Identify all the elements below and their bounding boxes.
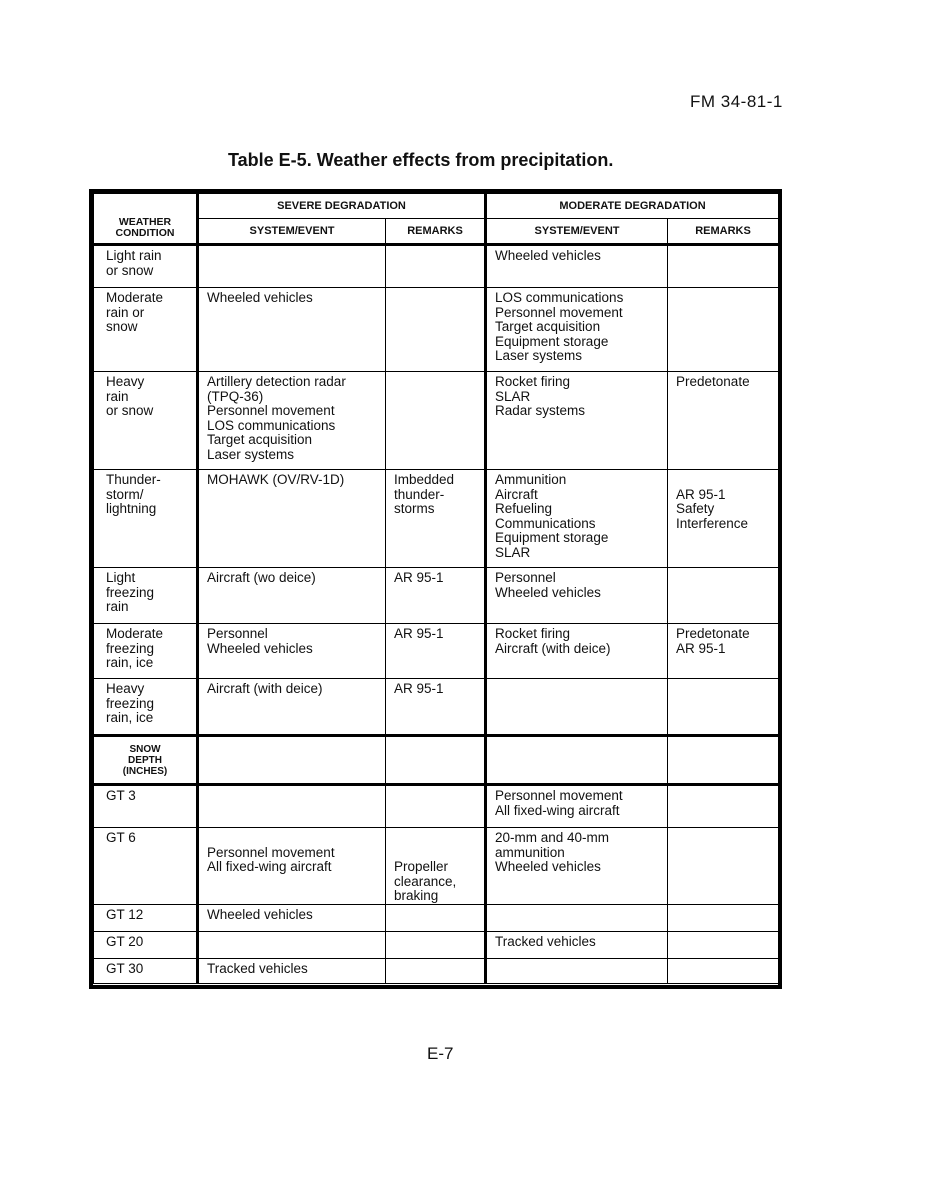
severe-system-cell: Aircraft (wo deice) bbox=[198, 568, 386, 624]
condition-cell: Heavy rain or snow bbox=[94, 372, 198, 470]
moderate-system-header: SYSTEM/EVENT bbox=[486, 219, 668, 245]
severe-remarks-cell bbox=[386, 958, 486, 983]
condition-cell: Thunder- storm/ lightning bbox=[94, 470, 198, 568]
moderate-remarks-cell bbox=[668, 931, 779, 958]
severe-system-cell: Wheeled vehicles bbox=[198, 288, 386, 372]
severe-system-cell: Personnel Wheeled vehicles bbox=[198, 624, 386, 679]
severe-system-cell: Personnel movement All fixed-wing aircraft bbox=[198, 828, 386, 905]
severe-system-cell bbox=[198, 785, 386, 828]
moderate-system-cell: Rocket firing SLAR Radar systems bbox=[486, 372, 668, 470]
moderate-system-cell: Tracked vehicles bbox=[486, 931, 668, 958]
severe-remarks-cell bbox=[386, 288, 486, 372]
moderate-system-cell bbox=[486, 679, 668, 736]
moderate-system-cell: Ammunition Aircraft Refueling Communications Equipment storage SLAR bbox=[486, 470, 668, 568]
table-row bbox=[94, 372, 779, 470]
moderate-remarks-cell bbox=[668, 904, 779, 931]
table-row bbox=[94, 828, 779, 905]
table-frame bbox=[89, 189, 782, 989]
moderate-remarks-cell: AR 95-1 Safety Interference bbox=[668, 470, 779, 568]
moderate-system-cell: Personnel movement All fixed-wing aircraft bbox=[486, 785, 668, 828]
severe-remarks-cell: AR 95-1 bbox=[386, 679, 486, 736]
table-row bbox=[94, 904, 779, 931]
header-row-groups bbox=[94, 194, 779, 219]
condition-cell: Moderate freezing rain, ice bbox=[94, 624, 198, 679]
severe-remarks-cell bbox=[386, 372, 486, 470]
moderate-system-cell: LOS communications Personnel movement Target acquisition Equipment storage Laser systems bbox=[486, 288, 668, 372]
table-row bbox=[94, 931, 779, 958]
condition-cell: GT 3 bbox=[94, 785, 198, 828]
severe-system-cell bbox=[198, 736, 386, 785]
severe-remarks-cell bbox=[386, 245, 486, 288]
condition-cell: GT 6 bbox=[94, 828, 198, 905]
moderate-system-cell bbox=[486, 958, 668, 983]
table-row bbox=[94, 624, 779, 679]
moderate-system-cell bbox=[486, 904, 668, 931]
moderate-remarks-cell bbox=[668, 245, 779, 288]
document-id: FM 34-81-1 bbox=[690, 92, 783, 111]
moderate-remarks-cell: Predetonate AR 95-1 bbox=[668, 624, 779, 679]
severe-remarks-cell bbox=[386, 785, 486, 828]
severe-remarks-cell bbox=[386, 904, 486, 931]
table-row bbox=[94, 288, 779, 372]
severe-degradation-header: SEVERE DEGRADATION bbox=[198, 194, 486, 219]
severe-system-cell: MOHAWK (OV/RV-1D) bbox=[198, 470, 386, 568]
condition-cell: Light rain or snow bbox=[94, 245, 198, 288]
moderate-degradation-header: MODERATE DEGRADATION bbox=[486, 194, 779, 219]
table-row bbox=[94, 958, 779, 983]
table-row bbox=[94, 245, 779, 288]
severe-remarks-cell bbox=[386, 931, 486, 958]
severe-system-cell: Artillery detection radar (TPQ-36) Personnel movement LOS communications Target acquisition Laser systems bbox=[198, 372, 386, 470]
moderate-remarks-cell bbox=[668, 785, 779, 828]
weather-condition-header: WEATHER CONDITION bbox=[94, 194, 198, 245]
severe-remarks-header: REMARKS bbox=[386, 219, 486, 245]
moderate-remarks-cell bbox=[668, 828, 779, 905]
moderate-remarks-cell: Predetonate bbox=[668, 372, 779, 470]
table-row bbox=[94, 679, 779, 736]
severe-remarks-cell bbox=[386, 736, 486, 785]
condition-cell: Moderate rain or snow bbox=[94, 288, 198, 372]
severe-system-cell bbox=[198, 245, 386, 288]
severe-system-cell: Tracked vehicles bbox=[198, 958, 386, 983]
condition-cell: GT 20 bbox=[94, 931, 198, 958]
condition-cell: GT 30 bbox=[94, 958, 198, 983]
condition-cell: Heavy freezing rain, ice bbox=[94, 679, 198, 736]
condition-cell: GT 12 bbox=[94, 904, 198, 931]
severe-system-cell: Wheeled vehicles bbox=[198, 904, 386, 931]
page-number: E-7 bbox=[427, 1044, 454, 1063]
moderate-remarks-cell bbox=[668, 736, 779, 785]
table-row bbox=[94, 568, 779, 624]
moderate-system-cell: Rocket firing Aircraft (with deice) bbox=[486, 624, 668, 679]
severe-system-cell: Aircraft (with deice) bbox=[198, 679, 386, 736]
table-row bbox=[94, 470, 779, 568]
moderate-system-cell: Personnel Wheeled vehicles bbox=[486, 568, 668, 624]
condition-cell: Light freezing rain bbox=[94, 568, 198, 624]
severe-system-header: SYSTEM/EVENT bbox=[198, 219, 386, 245]
severe-remarks-cell: Propeller clearance, braking bbox=[386, 828, 486, 905]
severe-system-cell bbox=[198, 931, 386, 958]
moderate-remarks-cell bbox=[668, 288, 779, 372]
moderate-remarks-cell bbox=[668, 568, 779, 624]
snow-depth-header: SNOW DEPTH (INCHES) bbox=[94, 736, 198, 785]
weather-effects-table bbox=[93, 193, 779, 984]
moderate-remarks-cell bbox=[668, 958, 779, 983]
moderate-system-cell bbox=[486, 736, 668, 785]
moderate-system-cell: Wheeled vehicles bbox=[486, 245, 668, 288]
table-title: Table E-5. Weather effects from precipitation. bbox=[228, 150, 614, 170]
moderate-remarks-header: REMARKS bbox=[668, 219, 779, 245]
snow-depth-header-row bbox=[94, 736, 779, 785]
table-row bbox=[94, 785, 779, 828]
moderate-remarks-cell bbox=[668, 679, 779, 736]
moderate-system-cell: 20-mm and 40-mm ammunition Wheeled vehicles bbox=[486, 828, 668, 905]
severe-remarks-cell: AR 95-1 bbox=[386, 568, 486, 624]
severe-remarks-cell: AR 95-1 bbox=[386, 624, 486, 679]
severe-remarks-cell: Imbedded thunder- storms bbox=[386, 470, 486, 568]
